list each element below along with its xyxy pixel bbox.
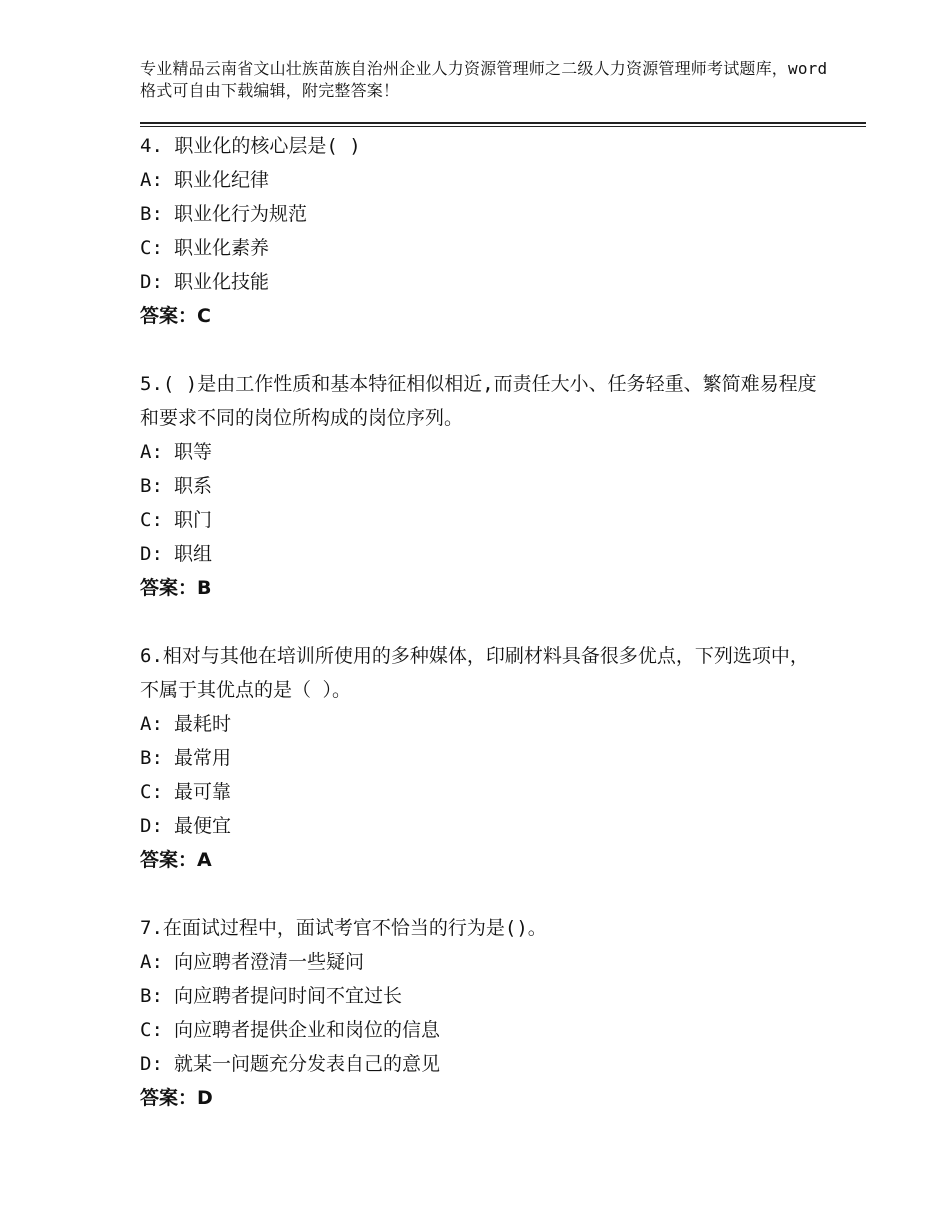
option-b bbox=[140, 197, 820, 231]
option-text: 职系 bbox=[174, 475, 213, 497]
question-6 bbox=[140, 639, 820, 877]
answer-line: 答案：B bbox=[140, 577, 212, 599]
question-stem: 5.( )是由工作性质和基本特征相似相近,而责任大小、任务轻重、繁简难易程度和要求不同的岗位所构成的岗位序列。 bbox=[140, 373, 817, 429]
option-text: 向应聘者提问时间不宜过长 bbox=[174, 985, 403, 1007]
option-letter: D: bbox=[140, 271, 163, 293]
option-text: 职业化行为规范 bbox=[174, 203, 308, 225]
question-5 bbox=[140, 367, 820, 605]
option-text: 最耗时 bbox=[174, 713, 232, 735]
option-text: 就某一问题充分发表自己的意见 bbox=[174, 1053, 441, 1075]
answer-line: 答案：D bbox=[140, 1087, 213, 1109]
option-a bbox=[140, 707, 820, 741]
option-d bbox=[140, 809, 820, 843]
question-stem: 7.在面试过程中，面试考官不恰当的行为是()。 bbox=[140, 917, 547, 939]
option-d bbox=[140, 265, 820, 299]
option-letter: C: bbox=[140, 1019, 163, 1041]
option-letter: A: bbox=[140, 169, 163, 191]
question-stem: 4. 职业化的核心层是( ) bbox=[140, 135, 361, 157]
option-a bbox=[140, 945, 820, 979]
header-divider-thin bbox=[140, 126, 866, 127]
option-letter: D: bbox=[140, 543, 163, 565]
question-7 bbox=[140, 911, 820, 1115]
option-text: 最常用 bbox=[174, 747, 232, 769]
option-d bbox=[140, 537, 820, 571]
question-list bbox=[140, 129, 820, 1115]
option-text: 向应聘者澄清一些疑问 bbox=[174, 951, 365, 973]
option-letter: C: bbox=[140, 237, 163, 259]
option-letter: C: bbox=[140, 781, 163, 803]
option-letter: B: bbox=[140, 475, 163, 497]
answer-line: 答案：C bbox=[140, 305, 211, 327]
option-text: 职业化技能 bbox=[174, 271, 270, 293]
question-4 bbox=[140, 129, 820, 333]
option-letter: B: bbox=[140, 985, 163, 1007]
option-letter: B: bbox=[140, 747, 163, 769]
option-letter: D: bbox=[140, 815, 163, 837]
option-a bbox=[140, 163, 820, 197]
option-text: 职门 bbox=[174, 509, 213, 531]
option-d bbox=[140, 1047, 820, 1081]
option-c bbox=[140, 1013, 820, 1047]
header-divider-thick bbox=[140, 122, 866, 124]
option-letter: D: bbox=[140, 1053, 163, 1075]
option-letter: B: bbox=[140, 203, 163, 225]
option-a bbox=[140, 435, 820, 469]
option-c bbox=[140, 775, 820, 809]
option-text: 向应聘者提供企业和岗位的信息 bbox=[174, 1019, 441, 1041]
answer-line: 答案：A bbox=[140, 849, 212, 871]
option-letter: A: bbox=[140, 713, 163, 735]
option-text: 最可靠 bbox=[174, 781, 232, 803]
option-letter: C: bbox=[140, 509, 163, 531]
option-text: 职等 bbox=[174, 441, 213, 463]
option-b bbox=[140, 741, 820, 775]
option-c bbox=[140, 503, 820, 537]
option-c bbox=[140, 231, 820, 265]
option-text: 职业化素养 bbox=[174, 237, 270, 259]
option-letter: A: bbox=[140, 441, 163, 463]
option-text: 职组 bbox=[174, 543, 213, 565]
option-letter: A: bbox=[140, 951, 163, 973]
option-b bbox=[140, 979, 820, 1013]
option-b bbox=[140, 469, 820, 503]
question-stem: 6.相对与其他在培训所使用的多种媒体，印刷材料具备很多优点，下列选项中，不属于其优点的是（ ）。 bbox=[140, 645, 809, 701]
document-header: 专业精品云南省文山壮族苗族自治州企业人力资源管理师之二级人力资源管理师考试题库，word格式可自由下载编辑，附完整答案！ bbox=[140, 59, 828, 100]
option-text: 最便宜 bbox=[174, 815, 232, 837]
option-text: 职业化纪律 bbox=[174, 169, 270, 191]
